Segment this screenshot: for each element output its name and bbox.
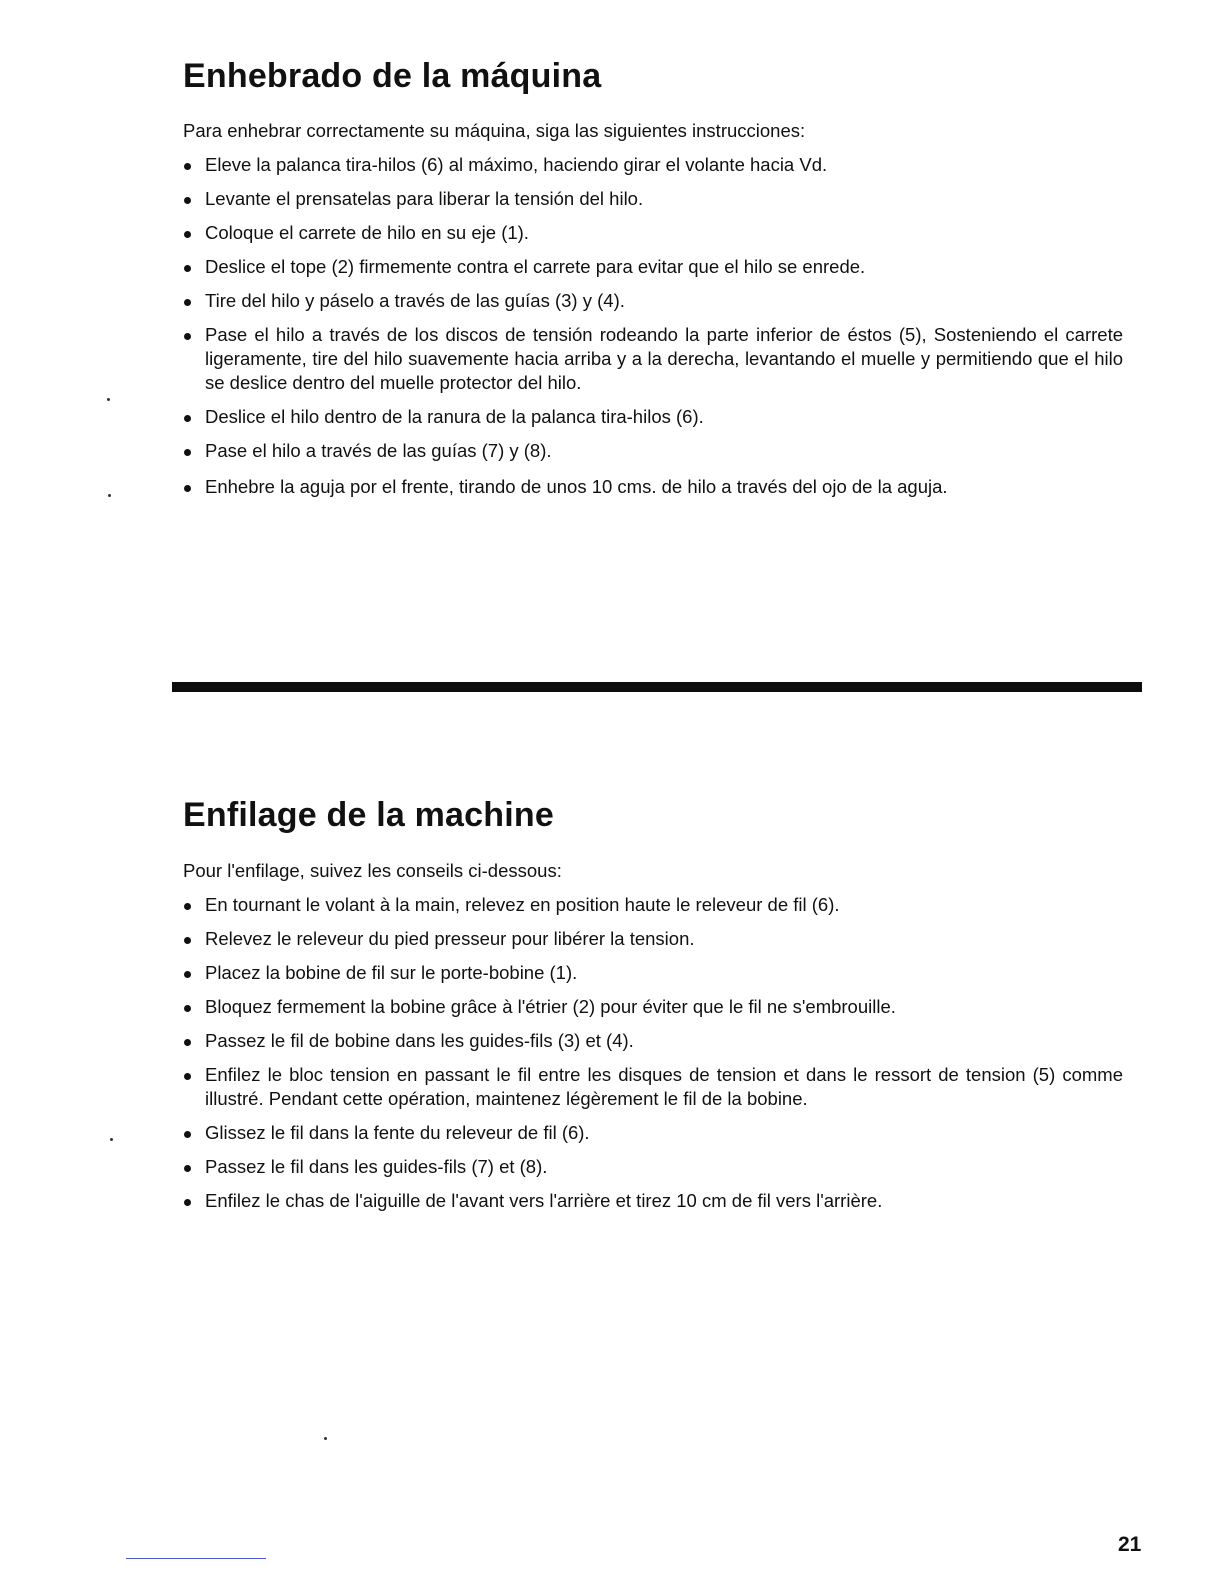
list-item (183, 323, 1123, 395)
list-item-text: Eleve la palanca tira-hilos (6) al máximo, haciendo girar el volante hacia Vd. (205, 154, 828, 175)
list-item (183, 405, 1123, 429)
bullet-icon (184, 485, 191, 492)
list-item (183, 289, 1123, 313)
list-item (183, 1029, 1123, 1053)
list-item (183, 153, 1123, 177)
list-item-text: En tournant le volant à la main, relevez en position haute le releveur de fil (6). (205, 894, 840, 915)
list-item (183, 1155, 1123, 1179)
list-item (183, 1063, 1123, 1111)
list-item (183, 1189, 1123, 1213)
list-item-text: Passez le fil de bobine dans les guides-fils (3) et (4). (205, 1030, 634, 1051)
bullet-icon (184, 1131, 191, 1138)
list-item-text: Relevez le releveur du pied presseur pour libérer la tension. (205, 928, 695, 949)
bullet-icon (184, 333, 191, 340)
scan-speck (107, 398, 110, 401)
bullet-icon (184, 449, 191, 456)
bullet-icon (184, 299, 191, 306)
french-title: Enfilage de la machine (183, 796, 554, 834)
bullet-icon (184, 1039, 191, 1046)
spanish-intro: Para enhebrar correctamente su máquina, siga las siguientes instrucciones: (183, 120, 806, 141)
list-item-text: Enfilez le bloc tension en passant le fil entre les disques de tension et dans le ressort de tension (5) comme illustré. Pendant cette opération, maintenez légèrement le fil de la bobine. (205, 1064, 1123, 1109)
bullet-icon (184, 903, 191, 910)
scan-speck (110, 1138, 113, 1141)
list-item-text: Placez la bobine de fil sur le porte-bobine (1). (205, 962, 578, 983)
list-item-text: Bloquez fermement la bobine grâce à l'étrier (2) pour éviter que le fil ne s'embrouille. (205, 996, 896, 1017)
bullet-icon (184, 1073, 191, 1080)
bullet-icon (184, 265, 191, 272)
list-item-text: Levante el prensatelas para liberar la tensión del hilo. (205, 188, 644, 209)
list-item-text: Enhebre la aguja por el frente, tirando de unos 10 cms. de hilo a través del ojo de la aguja. (205, 476, 948, 497)
list-item-text: Enfilez le chas de l'aiguille de l'avant vers l'arrière et tirez 10 cm de fil vers l'arrière. (205, 1190, 883, 1211)
list-item-text: Pase el hilo a través de los discos de tensión rodeando la parte inferior de éstos (5), Sosteniendo el carrete ligeramente, tire del hilo suavemente hacia arriba y a la derecha, levantando el muelle y permitiendo que el hilo se deslice dentro del muelle protector del hilo. (205, 324, 1123, 393)
list-item (183, 1121, 1123, 1145)
list-item-text: Deslice el hilo dentro de la ranura de la palanca tira-hilos (6). (205, 406, 704, 427)
list-item-text: Tire del hilo y páselo a través de las guías (3) y (4). (205, 290, 625, 311)
list-item-text: Pase el hilo a través de las guías (7) y (8). (205, 440, 552, 461)
spanish-title: Enhebrado de la máquina (183, 57, 602, 95)
french-section (183, 795, 1123, 1213)
scan-speck (108, 494, 111, 497)
list-item-text: Deslice el tope (2) firmemente contra el carrete para evitar que el hilo se enrede. (205, 256, 866, 277)
list-item (183, 221, 1123, 245)
list-item (183, 927, 1123, 951)
list-item (183, 961, 1123, 985)
french-intro: Pour l'enfilage, suivez les conseils ci-dessous: (183, 860, 562, 881)
page-number: 21 (1118, 1533, 1142, 1556)
list-item (183, 187, 1123, 211)
bullet-icon (184, 1005, 191, 1012)
bullet-icon (184, 1165, 191, 1172)
list-item (183, 255, 1123, 279)
bullet-icon (184, 971, 191, 978)
bullet-icon (184, 197, 191, 204)
list-item (183, 439, 1123, 463)
bullet-icon (184, 1199, 191, 1206)
bullet-icon (184, 163, 191, 170)
list-item (183, 893, 1123, 917)
bullet-icon (184, 937, 191, 944)
scan-speck (324, 1437, 327, 1440)
list-item-text: Glissez le fil dans la fente du releveur de fil (6). (205, 1122, 590, 1143)
footer-line (126, 1558, 266, 1559)
bullet-icon (184, 415, 191, 422)
bullet-icon (184, 231, 191, 238)
french-instruction-list (183, 893, 1123, 1213)
spanish-section (183, 56, 1123, 499)
list-item (183, 995, 1123, 1019)
spanish-instruction-list (183, 153, 1123, 499)
list-item-text: Passez le fil dans les guides-fils (7) et (8). (205, 1156, 548, 1177)
list-item (183, 475, 1123, 499)
section-divider (172, 682, 1142, 692)
list-item-text: Coloque el carrete de hilo en su eje (1). (205, 222, 529, 243)
